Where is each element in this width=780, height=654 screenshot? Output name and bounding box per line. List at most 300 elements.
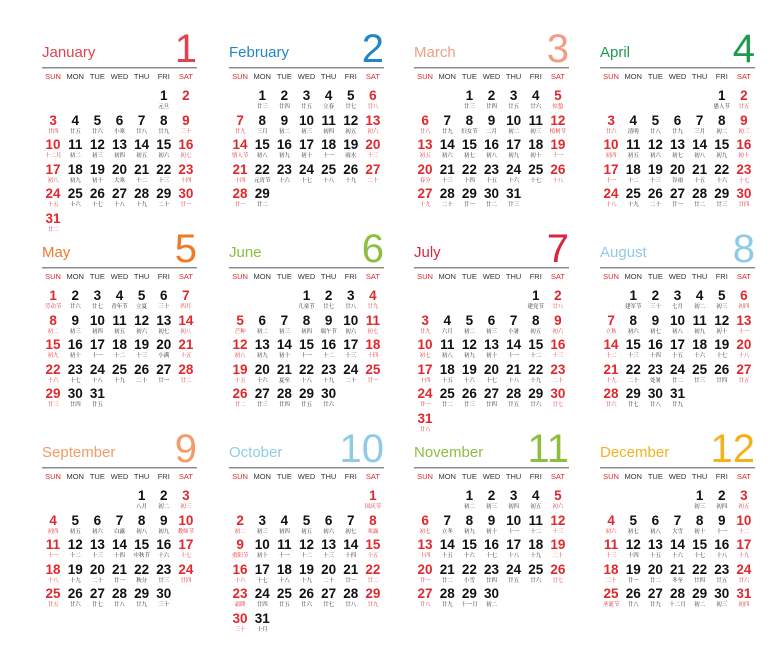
day-number: 18 bbox=[276, 561, 292, 577]
lunar-label: 廿六 bbox=[300, 602, 312, 608]
weekday-label: WED bbox=[668, 72, 687, 81]
day-cell bbox=[229, 337, 251, 362]
lunar-label: 初三 bbox=[485, 504, 497, 510]
lunar-label: 廿四 bbox=[256, 602, 268, 608]
day-cell bbox=[436, 562, 458, 587]
day-grid bbox=[229, 88, 384, 211]
day-cell bbox=[711, 513, 733, 538]
lunar-label: 初十 bbox=[300, 153, 312, 159]
lunar-label: 廿二 bbox=[694, 202, 706, 208]
month-name: May bbox=[42, 244, 71, 261]
day-cell bbox=[42, 162, 64, 187]
weekday-label: THU bbox=[133, 272, 150, 281]
lunar-label: 处暑 bbox=[649, 377, 661, 384]
lunar-label: 廿五 bbox=[300, 402, 312, 408]
lunar-label: 十六 bbox=[256, 377, 268, 384]
day-cell bbox=[340, 88, 362, 113]
day-cell bbox=[362, 88, 384, 113]
day-cell bbox=[229, 186, 251, 211]
weekday-label: MON bbox=[253, 72, 271, 81]
weekday-header bbox=[42, 271, 197, 283]
day-number: 30 bbox=[67, 386, 83, 401]
lunar-label: 廿八 bbox=[649, 128, 661, 135]
day-cell bbox=[362, 488, 384, 513]
month-number: 1 bbox=[174, 27, 197, 71]
day-cell bbox=[458, 113, 480, 138]
lunar-label: 初三 bbox=[716, 602, 728, 608]
day-cell bbox=[436, 362, 458, 387]
weekday-label: MON bbox=[253, 272, 271, 281]
day-number: 28 bbox=[276, 386, 292, 401]
day-cell bbox=[480, 586, 502, 611]
day-cell bbox=[525, 288, 547, 313]
lunar-label: 廿三 bbox=[256, 402, 268, 408]
day-number: 13 bbox=[647, 537, 663, 552]
lunar-label: 廿八 bbox=[419, 426, 431, 433]
day-cell bbox=[414, 186, 436, 211]
day-cell bbox=[503, 362, 525, 387]
day-number: 7 bbox=[182, 288, 190, 303]
lunar-label: 二十 bbox=[91, 577, 103, 584]
lunar-label: 初四 bbox=[605, 153, 617, 159]
day-cell bbox=[318, 513, 340, 538]
day-cell bbox=[711, 186, 733, 211]
day-cell bbox=[600, 537, 622, 562]
day-cell bbox=[458, 362, 480, 387]
day-number: 10 bbox=[298, 112, 314, 128]
lunar-label: 廿九 bbox=[234, 128, 246, 135]
day-number: 20 bbox=[483, 361, 499, 377]
lunar-label: 十二 bbox=[136, 177, 148, 184]
day-number: 21 bbox=[439, 561, 455, 577]
day-number: 7 bbox=[280, 312, 289, 328]
month-header bbox=[229, 227, 384, 271]
empty-cell bbox=[42, 488, 64, 513]
day-number: 26 bbox=[298, 586, 314, 601]
day-cell bbox=[131, 162, 153, 187]
weekday-label: FRI bbox=[715, 472, 728, 481]
day-number: 28 bbox=[506, 386, 522, 401]
empty-cell bbox=[42, 88, 64, 113]
weekday-label: TUE bbox=[461, 72, 477, 81]
lunar-label: 十一 bbox=[47, 553, 59, 559]
day-cell bbox=[547, 137, 569, 162]
day-number: 21 bbox=[692, 161, 708, 177]
lunar-label: 廿七 bbox=[552, 402, 564, 408]
day-number: 7 bbox=[236, 112, 244, 128]
weekday-label: MON bbox=[624, 72, 642, 81]
day-number: 22 bbox=[461, 561, 477, 577]
day-cell bbox=[42, 386, 64, 411]
lunar-label: 十六 bbox=[69, 202, 81, 208]
month-name: October bbox=[229, 444, 283, 461]
day-number: 10 bbox=[254, 537, 270, 552]
day-cell bbox=[175, 513, 197, 538]
empty-cell bbox=[229, 88, 251, 113]
empty-cell bbox=[108, 488, 130, 513]
lunar-label: 初三 bbox=[530, 128, 542, 135]
lunar-label: 立夏 bbox=[136, 304, 148, 310]
day-cell bbox=[175, 186, 197, 211]
day-cell bbox=[42, 186, 64, 211]
lunar-label: 初三 bbox=[694, 504, 706, 510]
day-cell bbox=[733, 362, 755, 387]
day-number: 3 bbox=[258, 512, 266, 528]
day-number: 21 bbox=[669, 561, 685, 577]
month-april bbox=[600, 27, 755, 211]
day-number: 6 bbox=[651, 512, 660, 528]
month-january bbox=[42, 27, 197, 235]
day-cell bbox=[600, 362, 622, 387]
lunar-label: 初三 bbox=[738, 128, 750, 135]
day-cell bbox=[318, 537, 340, 562]
weekday-label: SAT bbox=[550, 472, 565, 481]
day-cell bbox=[42, 537, 64, 562]
day-number: 8 bbox=[302, 312, 311, 328]
lunar-label: 惊蛰 bbox=[552, 104, 564, 110]
day-cell bbox=[175, 337, 197, 362]
day-number: 13 bbox=[254, 337, 270, 352]
day-number: 28 bbox=[343, 586, 359, 601]
lunar-label: 廿九 bbox=[649, 602, 661, 608]
day-number: 29 bbox=[625, 386, 641, 401]
day-number: 29 bbox=[254, 186, 270, 201]
empty-cell bbox=[414, 288, 436, 313]
day-cell bbox=[175, 137, 197, 162]
lunar-label: 初九 bbox=[463, 353, 475, 359]
day-cell bbox=[131, 362, 153, 387]
lunar-label: 十一 bbox=[508, 528, 520, 535]
weekday-header bbox=[42, 471, 197, 483]
month-header bbox=[600, 427, 755, 471]
day-number: 19 bbox=[67, 561, 83, 577]
day-number: 27 bbox=[483, 386, 499, 401]
month-number: 7 bbox=[546, 227, 569, 271]
day-number: 24 bbox=[669, 361, 685, 377]
lunar-label: 初八 bbox=[234, 353, 246, 359]
day-cell bbox=[711, 362, 733, 387]
lunar-label: 初二 bbox=[485, 602, 497, 608]
day-number: 7 bbox=[137, 112, 146, 128]
day-cell bbox=[131, 488, 153, 513]
day-number: 19 bbox=[625, 561, 641, 577]
day-cell bbox=[131, 288, 153, 313]
day-number: 17 bbox=[343, 337, 359, 352]
day-number: 7 bbox=[695, 112, 704, 128]
day-number: 9 bbox=[182, 112, 190, 128]
day-cell bbox=[86, 113, 108, 138]
lunar-label: 初七 bbox=[671, 153, 683, 159]
day-number: 1 bbox=[369, 488, 377, 503]
lunar-label: 廿四 bbox=[278, 402, 290, 408]
day-cell bbox=[64, 186, 86, 211]
day-cell bbox=[295, 386, 317, 411]
lunar-label: 十二 bbox=[113, 353, 125, 359]
day-number: 26 bbox=[232, 386, 248, 401]
lunar-label: 秋分 bbox=[136, 577, 148, 584]
lunar-label: 十一 bbox=[508, 353, 520, 359]
lunar-label: 廿五 bbox=[47, 602, 59, 608]
day-number: 30 bbox=[714, 586, 730, 601]
lunar-label: 十二 bbox=[738, 528, 750, 535]
day-cell bbox=[175, 313, 197, 338]
day-cell bbox=[733, 586, 755, 611]
weekday-header bbox=[229, 271, 384, 283]
day-number: 30 bbox=[483, 186, 499, 201]
day-number: 26 bbox=[461, 386, 477, 401]
day-cell bbox=[458, 313, 480, 338]
day-number: 2 bbox=[740, 88, 748, 103]
day-number: 3 bbox=[421, 312, 429, 328]
weekday-header bbox=[229, 71, 384, 83]
day-number: 18 bbox=[528, 137, 544, 152]
day-number: 27 bbox=[321, 586, 337, 601]
day-number: 2 bbox=[160, 488, 168, 503]
weekday-label: THU bbox=[320, 72, 337, 81]
day-cell bbox=[414, 137, 436, 162]
day-number: 18 bbox=[111, 337, 127, 352]
lunar-label: 劳动节 bbox=[44, 304, 62, 310]
day-number: 17 bbox=[178, 537, 194, 552]
lunar-label: 廿九 bbox=[419, 328, 431, 335]
day-number: 28 bbox=[439, 586, 455, 601]
lunar-label: 廿六 bbox=[530, 104, 542, 110]
month-september bbox=[42, 427, 197, 611]
lunar-label: 初四 bbox=[113, 153, 125, 159]
day-number: 14 bbox=[232, 137, 248, 152]
day-cell bbox=[600, 562, 622, 587]
day-cell bbox=[689, 288, 711, 313]
lunar-label: 十四 bbox=[463, 177, 475, 184]
day-number: 1 bbox=[160, 88, 168, 103]
day-cell bbox=[273, 313, 295, 338]
weekday-label: SUN bbox=[417, 72, 433, 81]
day-number: 18 bbox=[45, 561, 61, 577]
day-number: 23 bbox=[67, 361, 83, 377]
day-number: 19 bbox=[714, 337, 730, 352]
day-number: 16 bbox=[714, 537, 730, 552]
lunar-label: 初九 bbox=[278, 153, 290, 159]
day-number: 19 bbox=[134, 337, 150, 352]
weekday-label: WED bbox=[110, 272, 129, 281]
day-cell bbox=[153, 562, 175, 587]
empty-cell bbox=[436, 288, 458, 313]
day-number: 7 bbox=[443, 512, 451, 528]
day-number: 13 bbox=[89, 537, 105, 552]
weekday-label: TUE bbox=[89, 72, 105, 81]
day-number: 10 bbox=[343, 312, 359, 328]
lunar-label: 三月 bbox=[694, 128, 706, 135]
day-cell bbox=[525, 362, 547, 387]
day-cell bbox=[108, 362, 130, 387]
lunar-label: 初二 bbox=[158, 504, 170, 510]
day-number: 3 bbox=[607, 112, 615, 128]
day-cell bbox=[458, 513, 480, 538]
day-number: 10 bbox=[506, 112, 522, 128]
day-cell bbox=[251, 362, 273, 387]
month-header bbox=[600, 227, 755, 271]
day-number: 5 bbox=[651, 112, 660, 128]
day-cell bbox=[525, 337, 547, 362]
day-cell bbox=[547, 513, 569, 538]
lunar-label: 十八 bbox=[113, 202, 125, 208]
day-cell bbox=[86, 513, 108, 538]
lunar-label: 十六 bbox=[463, 553, 475, 559]
lunar-label: 初七 bbox=[627, 528, 639, 535]
day-cell bbox=[436, 513, 458, 538]
day-cell bbox=[458, 162, 480, 187]
day-number: 1 bbox=[258, 88, 266, 103]
day-cell bbox=[480, 513, 502, 538]
day-number: 29 bbox=[365, 586, 381, 601]
lunar-label: 十七 bbox=[69, 377, 81, 384]
weekday-label: FRI bbox=[529, 272, 542, 281]
day-number: 14 bbox=[506, 337, 522, 352]
lunar-label: 初八 bbox=[441, 353, 453, 359]
day-cell bbox=[175, 288, 197, 313]
day-number: 8 bbox=[160, 112, 168, 128]
day-number: 21 bbox=[178, 337, 194, 352]
lunar-label: 初八 bbox=[256, 153, 268, 159]
day-number: 11 bbox=[626, 137, 641, 152]
lunar-label: 初二 bbox=[278, 128, 290, 135]
day-cell bbox=[414, 313, 436, 338]
lunar-label: 廿一 bbox=[627, 577, 639, 584]
day-cell bbox=[480, 88, 502, 113]
lunar-label: 十五 bbox=[47, 202, 59, 208]
empty-cell bbox=[251, 488, 273, 513]
lunar-label: 廿九 bbox=[441, 602, 453, 608]
day-cell bbox=[131, 586, 153, 611]
empty-cell bbox=[64, 488, 86, 513]
day-cell bbox=[86, 162, 108, 187]
day-cell bbox=[480, 162, 502, 187]
day-grid bbox=[600, 488, 755, 611]
day-number: 12 bbox=[67, 537, 83, 552]
day-cell bbox=[600, 162, 622, 187]
day-cell bbox=[273, 537, 295, 562]
day-number: 22 bbox=[298, 361, 314, 377]
day-cell bbox=[295, 362, 317, 387]
day-cell bbox=[733, 88, 755, 113]
day-number: 11 bbox=[528, 112, 543, 128]
day-cell bbox=[733, 113, 755, 138]
lunar-label: 初七 bbox=[649, 328, 661, 335]
month-july bbox=[414, 227, 569, 435]
day-cell bbox=[131, 337, 153, 362]
day-cell bbox=[42, 113, 64, 138]
day-cell bbox=[251, 88, 273, 113]
lunar-label: 二十 bbox=[627, 377, 639, 384]
lunar-label: 廿三 bbox=[463, 104, 475, 110]
lunar-label: 十五 bbox=[485, 177, 497, 184]
lunar-label: 廿一 bbox=[345, 577, 357, 584]
weekday-label: SUN bbox=[232, 72, 248, 81]
month-name: January bbox=[42, 44, 96, 61]
lunar-label: 十九 bbox=[113, 377, 125, 384]
lunar-label: 十五 bbox=[367, 553, 379, 559]
day-number: 22 bbox=[625, 361, 641, 377]
day-number: 13 bbox=[417, 137, 433, 152]
day-cell bbox=[436, 162, 458, 187]
month-february bbox=[229, 27, 384, 211]
empty-cell bbox=[480, 288, 502, 313]
day-number: 17 bbox=[417, 361, 433, 377]
day-cell bbox=[64, 513, 86, 538]
day-cell bbox=[525, 88, 547, 113]
day-cell bbox=[108, 513, 130, 538]
day-cell bbox=[644, 386, 666, 411]
lunar-label: 廿七 bbox=[323, 602, 335, 608]
day-number: 27 bbox=[365, 161, 381, 177]
weekday-label: SUN bbox=[603, 472, 619, 481]
day-cell bbox=[503, 186, 525, 211]
day-number: 2 bbox=[718, 488, 726, 503]
lunar-label: 廿六 bbox=[91, 128, 103, 135]
day-number: 6 bbox=[258, 312, 266, 328]
lunar-label: 初七 bbox=[463, 153, 475, 159]
day-cell bbox=[525, 162, 547, 187]
weekday-label: FRI bbox=[715, 272, 728, 281]
day-number: 18 bbox=[67, 161, 83, 177]
day-cell bbox=[689, 337, 711, 362]
lunar-label: 初十 bbox=[485, 353, 497, 359]
day-number: 31 bbox=[736, 586, 752, 601]
day-number: 9 bbox=[554, 312, 562, 328]
day-number: 5 bbox=[347, 88, 355, 103]
lunar-label: 初十 bbox=[694, 528, 706, 535]
day-number: 25 bbox=[528, 161, 544, 177]
day-grid bbox=[42, 88, 197, 235]
day-number: 14 bbox=[178, 312, 194, 328]
day-cell bbox=[711, 288, 733, 313]
lunar-label: 廿九 bbox=[441, 128, 453, 135]
lunar-label: 廿六 bbox=[323, 402, 335, 408]
day-number: 2 bbox=[487, 488, 496, 503]
weekday-label: SUN bbox=[603, 72, 619, 81]
day-number: 9 bbox=[487, 512, 496, 528]
day-number: 4 bbox=[49, 512, 57, 528]
lunar-label: 初八 bbox=[47, 177, 59, 184]
day-cell bbox=[733, 288, 755, 313]
day-cell bbox=[86, 586, 108, 611]
day-cell bbox=[480, 562, 502, 587]
lunar-label: 廿七 bbox=[627, 402, 639, 408]
day-grid bbox=[42, 488, 197, 611]
month-august bbox=[600, 227, 755, 411]
day-number: 11 bbox=[603, 537, 619, 552]
lunar-label: 十三 bbox=[649, 177, 661, 184]
empty-cell bbox=[295, 488, 317, 513]
day-number: 8 bbox=[718, 112, 726, 128]
day-number: 8 bbox=[465, 112, 474, 128]
day-cell bbox=[436, 337, 458, 362]
day-cell bbox=[86, 313, 108, 338]
day-cell bbox=[318, 313, 340, 338]
day-number: 11 bbox=[321, 112, 336, 128]
day-number: 28 bbox=[603, 386, 619, 401]
weekday-label: SAT bbox=[178, 472, 193, 481]
day-cell bbox=[340, 113, 362, 138]
day-cell bbox=[229, 537, 251, 562]
weekday-label: SAT bbox=[365, 272, 380, 281]
day-number: 9 bbox=[718, 512, 726, 528]
day-number: 23 bbox=[232, 586, 248, 601]
lunar-label: 初八 bbox=[671, 328, 683, 335]
weekday-label: MON bbox=[66, 272, 84, 281]
day-number: 4 bbox=[369, 288, 377, 303]
lunar-label: 十六 bbox=[278, 177, 290, 184]
